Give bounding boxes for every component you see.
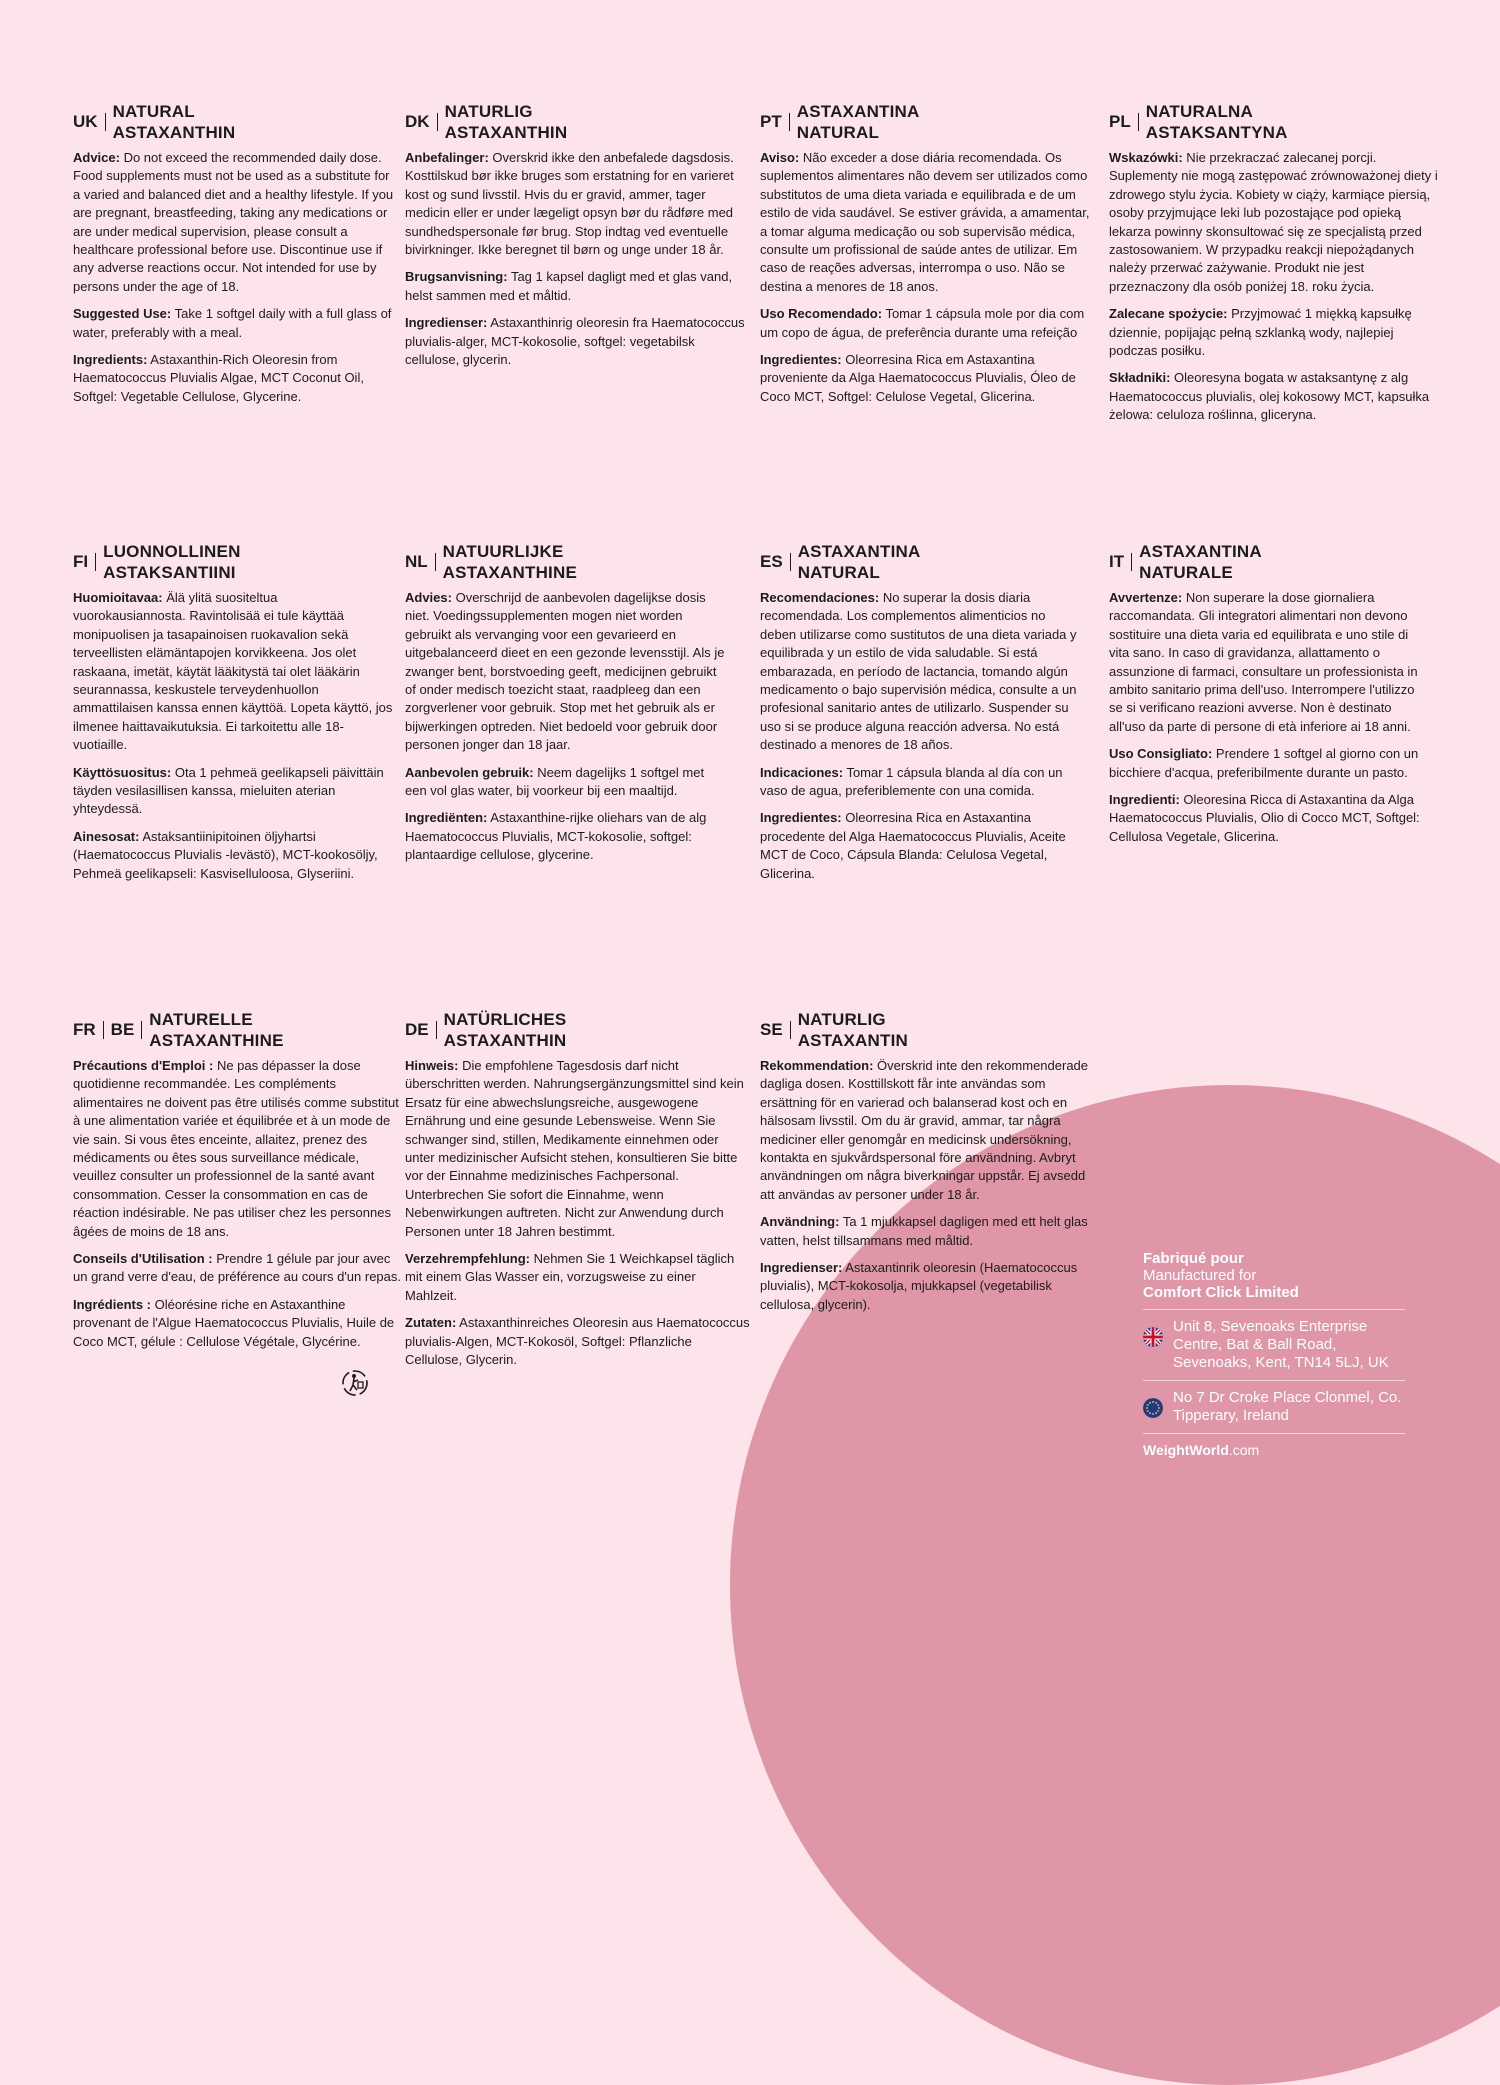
info-paragraph xyxy=(73,764,393,819)
title-line: NATURALE xyxy=(1139,563,1233,582)
info-paragraph xyxy=(760,764,1085,801)
paragraph-text: Overschrijd de aanbevolen dagelijkse dosis niet. Voedingssupplementen mogen niet worden gebruikt als vervanging voor een gevarieerd en uitgebalanceerd dieet en een gezonde levensstijl. Als je zwanger bent, borstvoeding geeft, medicijnen gebruikt of onder medisch toezicht staat, raadpleeg dan een zorgverlener voor gebruik. Stop met het gebruik als er bijwerkingen optreden. Niet bedoeld voor gebruik door personen jonger dan 18 jaar. xyxy=(405,590,725,753)
country-code: FI xyxy=(73,553,96,571)
language-section xyxy=(405,541,725,874)
title-line: NATUURLIJKE xyxy=(442,542,564,561)
info-paragraph xyxy=(73,1250,403,1287)
company-name: Comfort Click Limited xyxy=(1143,1284,1299,1301)
paragraph-text: Astaxanthin-Rich Oleoresin from Haematococcus Pluvialis Algae, MCT Coconut Oil, Softgel: Vegetable Cellulose, Glycerine. xyxy=(73,352,364,404)
paragraph-text: Oléorésine riche en Astaxanthine provenant de l'Algue Haematococcus Pluvialis, Huile de Coco MCT, gélule : Cellulose Végétale, Glycérine. xyxy=(73,1296,395,1349)
section-header xyxy=(405,1009,750,1051)
info-paragraph xyxy=(73,351,398,406)
language-section xyxy=(73,101,398,415)
language-section xyxy=(1109,101,1439,434)
made-for-en: Manufactured for xyxy=(1143,1267,1257,1284)
divider xyxy=(1143,1433,1405,1434)
paragraph-text: Overskrid ikke den anbefalede dagsdosis. Kosttilskud bør ikke bruges som erstatning for en varieret kost og sund livsstil. Hvis du er gravid, ammer, tager medicin eller er under lægeligt opsyn bør du rådføre med sundhedspersonale før brug. Stop indtag ved eventuelle bivirkninger. Ikke beregnet til børn og unge under 18 år. xyxy=(405,150,734,258)
paragraph-label: Brugsanvisning: xyxy=(405,269,508,285)
paragraph-label: Ainesosat: xyxy=(73,828,140,844)
info-paragraph xyxy=(1109,305,1439,360)
section-header xyxy=(760,541,1085,583)
paragraph-label: Recomendaciones: xyxy=(760,590,880,605)
eu-address: No 7 Dr Croke Place Clonmel, Co. Tipperary, Ireland xyxy=(1173,1389,1402,1424)
title-line: ASTAXANTINA xyxy=(796,102,920,121)
country-code: PT xyxy=(760,113,790,131)
paragraph-text: Nehmen Sie 1 Weichkapsel täglich mit einem Glas Wasser ein, vorzugsweise zu einer Mahlzeit. xyxy=(405,1251,735,1303)
info-paragraph xyxy=(760,351,1090,406)
paragraph-text: Oleorresina Rica em Astaxantina proveniente da Alga Haematococcus Pluvialis, Óleo de Coco MCT, Softgel: Celulose Vegetal, Glicerina. xyxy=(760,352,1076,404)
paragraph-label: Huomioitavaa: xyxy=(73,590,163,605)
uk-address: Unit 8, Sevenoaks Enterprise Centre, Bat & Ball Road, Sevenoaks, Kent, TN14 5LJ, UK xyxy=(1173,1318,1389,1371)
paragraph-label: Verzehrempfehlung: xyxy=(405,1251,530,1267)
uk-address-block xyxy=(1143,1318,1405,1372)
title-line: NATURAL xyxy=(796,123,880,142)
paragraph-text: Astaxantinrik oleoresin (Haematococcus pluvialis), MCT-kokosolja, mjukkapsel (vegetabilisk cellulosa, glycerin). xyxy=(760,1260,1078,1312)
paragraph-label: Uso Consigliato: xyxy=(1109,746,1213,762)
info-paragraph xyxy=(1109,745,1429,782)
info-paragraph xyxy=(73,589,393,755)
info-paragraph xyxy=(73,1296,403,1351)
title-line: ASTAKSANTYNA xyxy=(1145,123,1288,142)
title-line: NATURLIG xyxy=(797,1010,886,1029)
paragraph-label: Anbefalinger: xyxy=(405,150,489,165)
country-code: NL xyxy=(405,553,436,571)
paragraph-label: Advice: xyxy=(73,150,120,165)
title-line: ASTAXANTHINE xyxy=(149,1031,284,1050)
paragraph-text: Nie przekraczać zalecanej porcji. Suplementy nie mogą zastępować zrównoważonej diety i zdrowego stylu życia. Kobiety w ciąży, karmiące piersią, osoby przyjmujące leki lub pozostające pod opieką lekarza powinny skonsultować się ze specjalistą przed zastosowaniem. W przypadku reakcji niepożądanych należy przerwać zażywanie. Produkt nie jest przeznaczony dla osób poniżej 18. roku życia. xyxy=(1109,150,1438,294)
section-header xyxy=(73,101,398,143)
info-paragraph xyxy=(405,764,725,801)
info-paragraph xyxy=(1109,369,1439,424)
language-section xyxy=(1109,541,1429,855)
info-paragraph xyxy=(405,589,725,755)
language-section xyxy=(73,541,393,892)
paragraph-text: Do not exceed the recommended daily dose. Food supplements must not be used as a substitute for a varied and balanced diet and a healthy lifestyle. If you are pregnant, breastfeeding, taking any medications or are under medical supervision, please consult a healthcare professional before use. Discontinue use if any adverse reactions occur. Not intended for use by persons under the age of 18. xyxy=(73,150,394,294)
title-line: NATÜRLICHES xyxy=(443,1010,567,1029)
paragraph-label: Hinweis: xyxy=(405,1058,459,1073)
paragraph-label: Ingredientes: xyxy=(760,352,842,368)
paragraph-label: Aanbevolen gebruik: xyxy=(405,764,534,780)
country-code: BE xyxy=(111,1021,143,1039)
paragraph-label: Ingredienser: xyxy=(760,1260,843,1276)
paragraph-label: Ingredienti: xyxy=(1109,792,1180,808)
info-paragraph xyxy=(760,809,1085,883)
section-header xyxy=(73,1009,403,1051)
language-section xyxy=(405,1009,750,1379)
recycling-person-icon xyxy=(340,1368,370,1398)
paragraph-label: Rekommendation: xyxy=(760,1058,874,1073)
info-paragraph xyxy=(1109,791,1429,846)
section-title xyxy=(445,101,568,143)
info-paragraph xyxy=(760,1213,1090,1250)
info-paragraph xyxy=(405,809,725,864)
country-code: IT xyxy=(1109,553,1132,571)
section-title xyxy=(1139,541,1262,583)
paragraph-label: Uso Recomendado: xyxy=(760,306,883,322)
divider xyxy=(1143,1380,1405,1381)
paragraph-text: Tag 1 kapsel dagligt med et glas vand, helst sammen med et måltid. xyxy=(405,269,733,303)
divider xyxy=(1143,1309,1405,1310)
info-paragraph xyxy=(760,1259,1090,1314)
paragraph-text: Oleoresina Ricca di Astaxantina da Alga Haematococcus Pluvialis, Olio di Cocco MCT, Softgel: Cellulosa Vegetale, Glicerina. xyxy=(1109,792,1420,844)
eu-flag-icon xyxy=(1143,1398,1163,1418)
site-tld: .com xyxy=(1228,1442,1260,1458)
title-line: ASTAXANTHIN xyxy=(444,123,568,142)
paragraph-text: No superar la dosis diaria recomendada. Los complementos alimenticios no deben utilizarse como sustitutos de una dieta variada y equilibrada y un estilo de vida saludable. Si está embarazada, en período de lactancia, tomando algún medicamento o bajo supervisión médica, consulte a un profesional sanitario antes de utilizarlo. Suspender su uso si se produce alguna reacción adversa. No está destinado a menores de 18 años. xyxy=(760,590,1077,753)
info-paragraph xyxy=(760,305,1090,342)
made-for-fr: Fabriqué pour xyxy=(1143,1250,1244,1267)
paragraph-label: Avvertenze: xyxy=(1109,590,1183,605)
paragraph-label: Zutaten: xyxy=(405,1315,457,1331)
section-title xyxy=(798,1009,908,1051)
info-paragraph xyxy=(760,149,1090,296)
title-line: NATURALNA xyxy=(1145,102,1253,121)
paragraph-text: Take 1 softgel daily with a full glass of water, preferably with a meal. xyxy=(73,306,392,340)
paragraph-label: Ingrediënten: xyxy=(405,810,488,826)
paragraph-text: Prendere 1 softgel al giorno con un bicchiere d'acqua, preferibilmente durante un pasto. xyxy=(1109,746,1419,780)
info-paragraph xyxy=(1109,149,1439,296)
section-title xyxy=(797,101,920,143)
uk-flag-icon xyxy=(1143,1327,1163,1347)
info-paragraph xyxy=(73,1057,403,1241)
paragraph-text: Tomar 1 cápsula blanda al día con un vaso de agua, preferiblemente con una comida. xyxy=(760,764,1063,799)
country-code: PL xyxy=(1109,113,1139,131)
language-section xyxy=(73,1009,403,1360)
site-brand: WeightWorld xyxy=(1143,1442,1229,1458)
section-title xyxy=(113,101,236,143)
paragraph-text: Tomar 1 cápsula mole por dia com um copo de água, de preferência durante uma refeição xyxy=(760,306,1085,340)
info-paragraph xyxy=(405,268,750,305)
info-paragraph xyxy=(73,149,398,296)
language-section xyxy=(760,1009,1090,1323)
manufacturer-footer xyxy=(1143,1250,1405,1458)
paragraph-label: Składniki: xyxy=(1109,370,1171,386)
info-paragraph xyxy=(405,149,750,259)
info-paragraph xyxy=(405,1314,750,1369)
paragraph-label: Advies: xyxy=(405,590,452,605)
info-paragraph xyxy=(73,305,398,342)
paragraph-text: Oleoresyna bogata w astaksantynę z alg Haematococcus pluvialis, olej kokosowy MCT, kapsułka żelowa: celuloza roślinna, gliceryna. xyxy=(1109,370,1430,423)
eu-address-block xyxy=(1143,1389,1405,1425)
section-title xyxy=(149,1009,283,1051)
info-paragraph xyxy=(405,1250,750,1305)
paragraph-text: Przyjmować 1 miękką kapsułkę dziennie, popijając pełną szklanką wody, najlepiej podczas posiłku. xyxy=(1109,306,1412,359)
paragraph-label: Aviso: xyxy=(760,150,800,165)
paragraph-label: Käyttösuositus: xyxy=(73,764,172,780)
section-title xyxy=(443,541,577,583)
paragraph-text: Neem dagelijks 1 softgel met een vol glas water, bij voorkeur bij een maaltijd. xyxy=(405,764,705,799)
country-code: DE xyxy=(405,1021,437,1039)
title-line: NATURAL xyxy=(797,563,880,582)
country-code: UK xyxy=(73,113,106,131)
section-title xyxy=(1146,101,1288,143)
section-header xyxy=(760,1009,1090,1051)
paragraph-text: Oleorresina Rica en Astaxantina procedente del Alga Haematococcus Pluvialis, Aceite MCT de Coco, Cápsula Blanda: Celulosa Vegetal, Glicerina. xyxy=(760,810,1066,881)
section-header xyxy=(405,541,725,583)
paragraph-text: Överskrid inte den rekommenderade dagliga dosen. Kosttillskott får inte användas som ersättning för en varierad och balanserad kost och en hälsosam livsstil. Om du är gravid, ammar, tar några mediciner eller genomgår en medicinsk undersökning, kontakta en sjukvårdspersonal före användning. Avbryt användningen om några biverkningar uppstår. Ej avsedd att användas av personer under 18 år. xyxy=(760,1058,1089,1202)
info-paragraph xyxy=(1109,589,1429,736)
paragraph-text: Non superare la dose giornaliera raccomandata. Gli integratori alimentari non devono sostituire una dieta varia ed equilibrata e uno stile di vita sano. In caso di gravidanza, allattamento o assunzione di farmaci, consultare un professionista in ambito sanitario prima dell'uso. Interrompere l'utilizzo se si verificano reazioni avverse. Non è destinato all'uso da parte di persone di età inferiore ai 18 anni. xyxy=(1109,590,1418,734)
paragraph-label: Précautions d'Emploi : xyxy=(73,1058,214,1073)
paragraph-text: Astaksantiinipitoinen öljyhartsi (Haematococcus Pluvialis -levästö), MCT-kookosöljy, Pehmeä geelikapseli: Kasviselluloosa, Glyseriini. xyxy=(73,828,378,881)
info-paragraph xyxy=(405,1057,750,1241)
paragraph-text: Astaxanthine-rijke oliehars van de alg Haematococcus Pluvialis, MCT-kokosolie, softgel: plantaardige cellulose, glycerine. xyxy=(405,810,707,863)
paragraph-text: Älä ylitä suositeltua vuorokausiannosta. Ravintolisää ei tule käyttää monipuolisen ja tasapainoisen ruokavalion sekä terveellisten elämäntapojen korvikkeena. Jos olet raskaana, imetät, käytät lääkitystä tai olet lääkärin seurannassa, keskustele terveydenhuollon ammattilaisen kanssa ennen käyttöä. Lopeta käyttö, jos ilmenee haittavaikutuksia. Ei tarkoitettu alle 18-vuotiaille. xyxy=(73,590,393,753)
paragraph-text: Prendre 1 gélule par jour avec un grand verre d'eau, de préférence au cours d'un repas. xyxy=(73,1251,402,1285)
language-section xyxy=(760,541,1085,892)
paragraph-label: Ingredienser: xyxy=(405,315,488,331)
title-line: ASTAXANTHIN xyxy=(443,1031,567,1050)
country-code: DK xyxy=(405,113,438,131)
title-line: LUONNOLLINEN xyxy=(103,542,241,561)
title-line: ASTAKSANTIINI xyxy=(103,563,236,582)
title-line: ASTAXANTIN xyxy=(797,1031,908,1050)
section-title xyxy=(103,541,240,583)
paragraph-label: Zalecane spożycie: xyxy=(1109,306,1228,322)
title-line: NATURAL xyxy=(112,102,195,121)
paragraph-text: Die empfohlene Tagesdosis darf nicht überschritten werden. Nahrungsergänzungsmittel sind kein Ersatz für eine abwechslungsreiche, ausgewogene Ernährung und eine gesunde Lebensweise. Wenn Sie schwanger sind, stillen, Medikamente einnehmen oder unter medizinischer Aufsicht stehen, konsultieren Sie bitte vor der Einnahme medizinisches Fachpersonal. Unterbrechen Sie sofort die Einnahme, wenn Nebenwirkungen auftreten. Nicht zur Anwendung durch Personen unter 18 Jahren bestimmt. xyxy=(405,1058,744,1239)
paragraph-text: Ne pas dépasser la dose quotidienne recommandée. Les compléments alimentaires ne doivent pas être utilisés comme substitut à une alimentation variée et équilibrée et à un mode de vie sain. Si vous êtes enceinte, allaitez, prenez des médicaments ou êtes sous surveillance médicale, veuillez consulter un professionnel de la santé avant consommation. Cesser la consommation en cas de réaction indésirable. Ne pas utiliser chez les personnes âgées de moins de 18 ans. xyxy=(73,1058,399,1239)
paragraph-text: Não exceder a dose diária recomendada. Os suplementos alimentares não devem ser utilizados como substitutos de uma dieta variada e equilibrada e de um estilo de vida saudável. Se estiver grávida, a amamentar, a tomar alguma medicação ou sob supervisão médica, consulte um profissional de saúde antes de utilizar. Em caso de reações adversas, interrompa o uso. Não se destina a menores de 18 anos. xyxy=(760,150,1090,294)
paragraph-text: Ta 1 mjukkapsel dagligen med ett helt glas vatten, helst tillsammans med måltid. xyxy=(760,1214,1088,1248)
title-line: ASTAXANTHIN xyxy=(112,123,236,142)
paragraph-label: Suggested Use: xyxy=(73,306,172,322)
paragraph-text: Astaxanthinrig oleoresin fra Haematococcus pluvialis-alger, MCT-kokosolie, softgel: vegetabilsk cellulose, glycerin. xyxy=(405,315,745,368)
section-header xyxy=(1109,101,1439,143)
paragraph-label: Wskazówki: xyxy=(1109,150,1183,165)
paragraph-text: Ota 1 pehmeä geelikapseli päivittäin täyden vesilasillisen kanssa, mieluiten aterian yhteydessä. xyxy=(73,764,384,817)
title-line: ASTAXANTHINE xyxy=(442,563,577,582)
paragraph-label: Ingredients: xyxy=(73,352,148,368)
info-paragraph xyxy=(760,589,1085,755)
country-code: ES xyxy=(760,553,791,571)
paragraph-label: Användning: xyxy=(760,1214,840,1230)
section-header xyxy=(405,101,750,143)
section-header xyxy=(760,101,1090,143)
title-line: NATURLIG xyxy=(444,102,533,121)
section-title xyxy=(444,1009,567,1051)
info-paragraph xyxy=(73,828,393,883)
website xyxy=(1143,1442,1405,1458)
info-paragraph xyxy=(760,1057,1090,1204)
section-title xyxy=(798,541,921,583)
section-header xyxy=(1109,541,1429,583)
info-paragraph xyxy=(405,314,750,369)
title-line: NATURELLE xyxy=(149,1010,253,1029)
country-code: SE xyxy=(760,1021,791,1039)
paragraph-label: Ingredientes: xyxy=(760,810,842,826)
title-line: ASTAXANTINA xyxy=(1139,542,1262,561)
title-line: ASTAXANTINA xyxy=(797,542,921,561)
paragraph-label: Indicaciones: xyxy=(760,764,844,780)
country-code: FR xyxy=(73,1021,104,1039)
paragraph-text: Astaxanthinreiches Oleoresin aus Haematococcus pluvialis-Algen, MCT-Kokosöl, Softgel: Pflanzliche Cellulose, Glycerin. xyxy=(405,1315,750,1368)
paragraph-label: Conseils d'Utilisation : xyxy=(73,1251,213,1267)
language-section xyxy=(760,101,1090,415)
paragraph-label: Ingrédients : xyxy=(73,1296,152,1312)
language-section xyxy=(405,101,750,378)
section-header xyxy=(73,541,393,583)
